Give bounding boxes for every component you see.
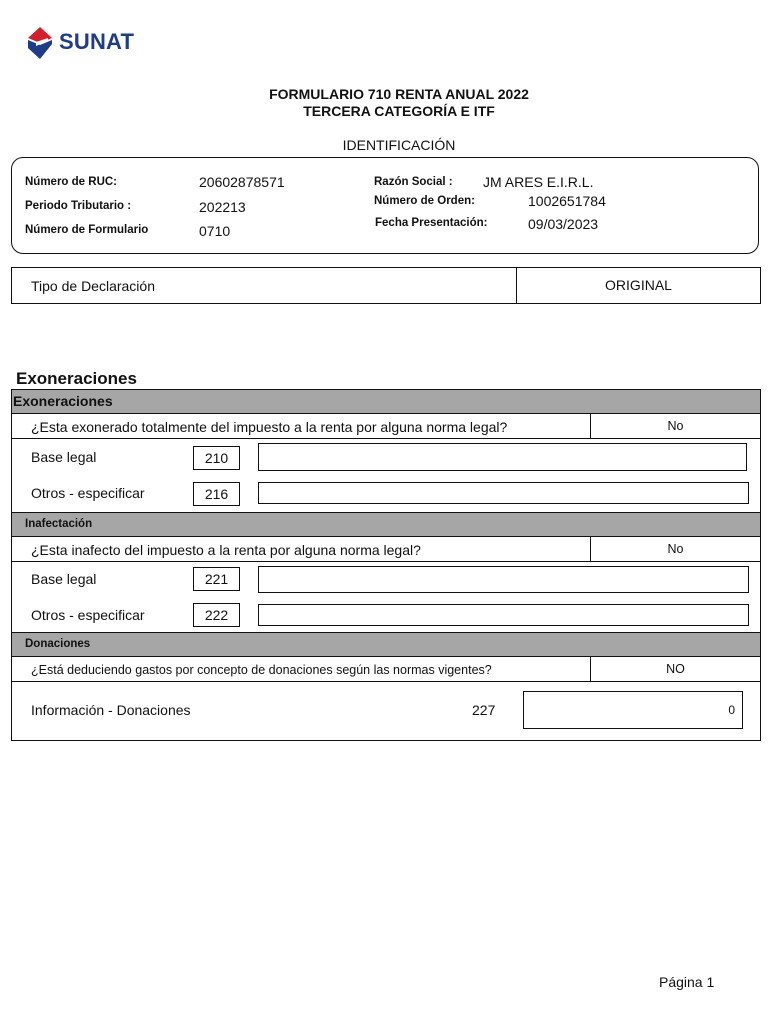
donaciones-info-code: 227	[472, 702, 496, 718]
inafectacion-band	[11, 512, 761, 537]
ruc-value: 20602878571	[199, 174, 285, 190]
donaciones-info-label: Información - Donaciones	[31, 702, 191, 718]
formulario-label: Número de Formulario	[25, 224, 149, 236]
inafectacion-band-label: Inafectación	[25, 518, 93, 530]
exonerado-answer: No	[667, 419, 684, 433]
ina-base-legal-field[interactable]	[258, 566, 749, 593]
tipo-declaracion-label: Tipo de Declaración	[31, 278, 155, 294]
exo-otros-label: Otros - especificar	[31, 485, 145, 501]
exo-otros-field[interactable]	[258, 482, 749, 504]
razon-social-label: Razón Social :	[374, 176, 453, 188]
ina-otros-field[interactable]	[258, 604, 749, 626]
sunat-logo-icon	[26, 26, 56, 60]
exo-base-legal-code: 210	[193, 446, 240, 470]
page-number: Página 1	[659, 974, 715, 990]
ruc-label: Número de RUC:	[25, 176, 118, 188]
tipo-declaracion-value: ORIGINAL	[605, 277, 672, 293]
sunat-logo	[26, 26, 156, 60]
donaciones-band	[11, 632, 761, 657]
exo-otros-code: 216	[193, 482, 240, 506]
ina-otros-label: Otros - especificar	[31, 607, 145, 623]
ina-otros-code: 222	[193, 603, 240, 627]
periodo-value: 202213	[199, 199, 246, 215]
exonerado-answer-cell	[590, 413, 761, 439]
inafecto-question-cell	[11, 536, 591, 562]
exonerado-question: ¿Esta exonerado totalmente del impuesto a la renta por alguna norma legal?	[31, 419, 508, 435]
formulario-value: 0710	[199, 223, 231, 239]
inafecto-answer: No	[667, 542, 684, 556]
periodo-label: Periodo Tributario :	[25, 200, 132, 212]
tipo-declaracion-label-cell	[11, 267, 517, 304]
razon-social-value: JM ARES E.I.R.L.	[483, 174, 594, 190]
inafecto-answer-cell	[590, 536, 761, 562]
fecha-presentacion-value: 09/03/2023	[528, 216, 599, 232]
exo-base-legal-field[interactable]	[258, 443, 747, 471]
numero-orden-label: Número de Orden:	[374, 195, 475, 207]
donaciones-answer: NO	[666, 662, 685, 676]
inafecto-question: ¿Esta inafecto del impuesto a la renta por alguna norma legal?	[31, 542, 421, 558]
tipo-declaracion-value-cell	[516, 267, 761, 304]
logo-text: SUNAT	[59, 29, 135, 54]
donaciones-question-cell	[11, 656, 591, 682]
fecha-presentacion-label: Fecha Presentación:	[375, 217, 488, 229]
form-subtitle: TERCERA CATEGORÍA E ITF	[303, 103, 495, 119]
ina-base-legal-code: 221	[193, 567, 240, 591]
numero-orden-value: 1002651784	[528, 193, 606, 209]
donaciones-info-value: 0	[728, 703, 735, 717]
ina-base-legal-label: Base legal	[31, 571, 97, 587]
exonerado-question-cell	[11, 413, 591, 439]
donaciones-band-label: Donaciones	[25, 638, 91, 650]
exoneraciones-table	[11, 389, 761, 741]
exo-base-legal-label: Base legal	[31, 449, 97, 465]
exoneraciones-band-label: Exoneraciones	[13, 393, 113, 409]
donaciones-info-field[interactable]	[523, 691, 743, 729]
exoneraciones-heading: Exoneraciones	[16, 369, 137, 388]
form-title: FORMULARIO 710 RENTA ANUAL 2022	[269, 86, 529, 102]
donaciones-answer-cell	[590, 656, 761, 682]
donaciones-question: ¿Está deduciendo gastos por concepto de donaciones según las normas vigentes?	[31, 663, 492, 677]
section-title-identificacion: IDENTIFICACIÓN	[342, 137, 456, 153]
exoneraciones-band	[11, 389, 761, 414]
